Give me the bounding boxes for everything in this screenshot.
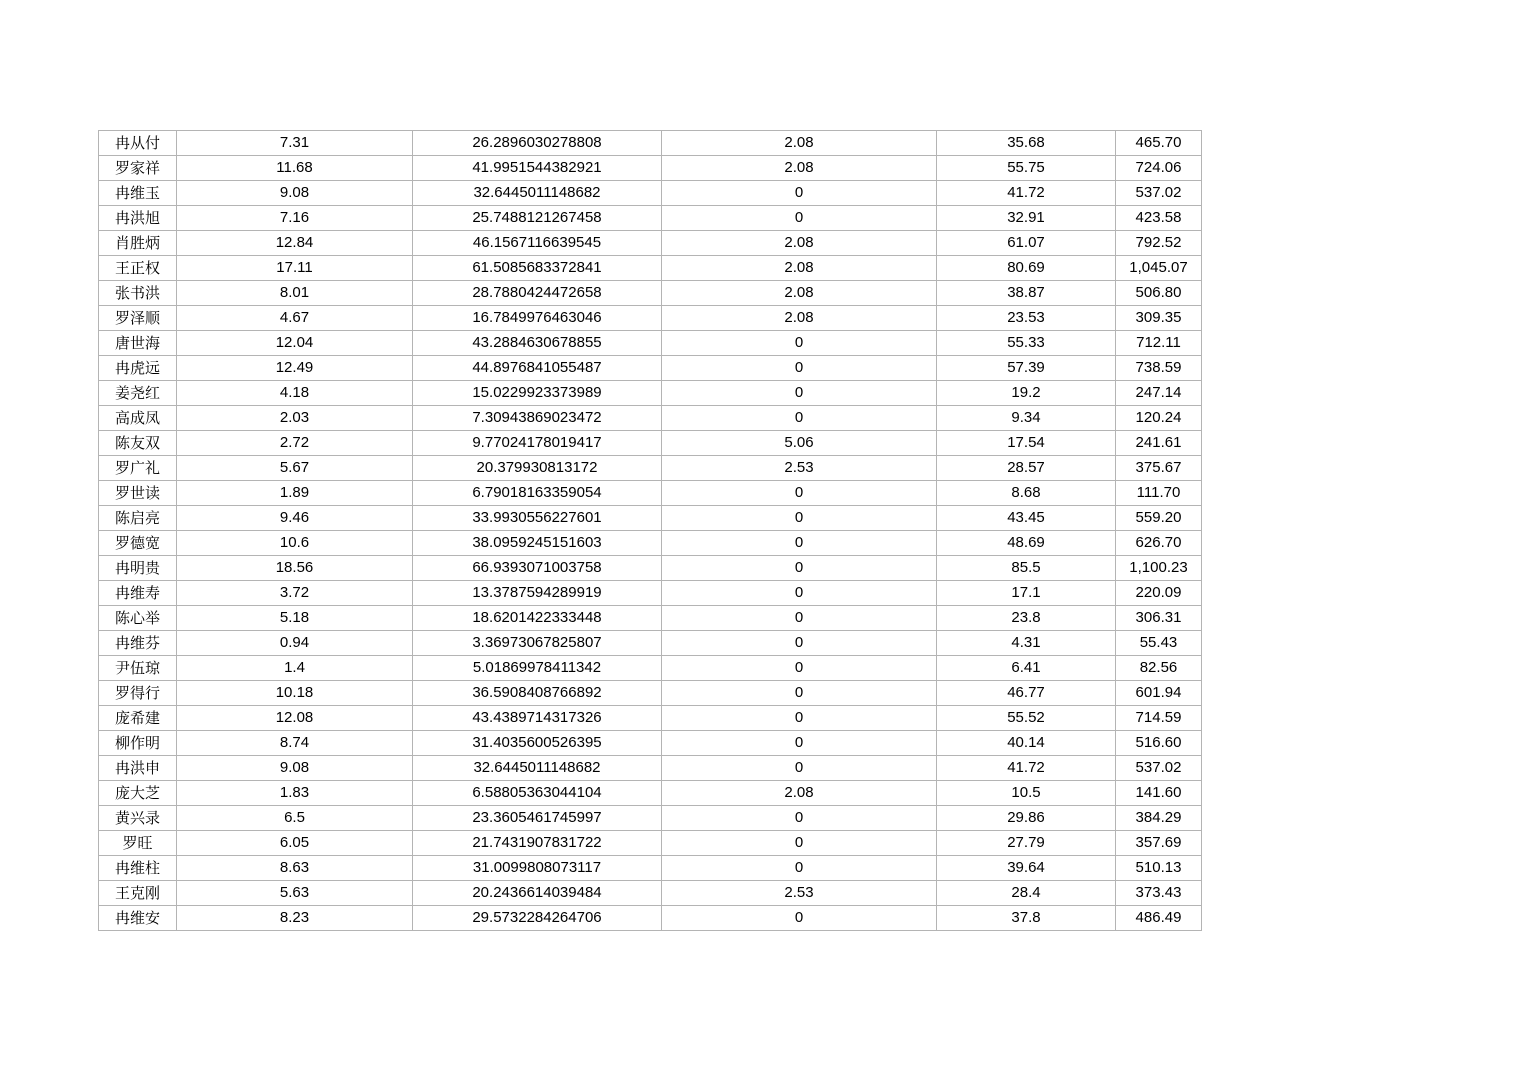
amount-cell: 384.29 (1116, 806, 1202, 831)
amount-cell: 241.61 (1116, 431, 1202, 456)
value-cell-2: 25.7488121267458 (413, 206, 662, 231)
value-cell-3: 0 (662, 331, 937, 356)
table-row (99, 481, 1202, 506)
name-cell: 陈友双 (99, 431, 177, 456)
amount-cell: 55.43 (1116, 631, 1202, 656)
name-cell: 冉从付 (99, 131, 177, 156)
table-row (99, 781, 1202, 806)
table-row (99, 306, 1202, 331)
value-cell-2: 31.0099808073117 (413, 856, 662, 881)
value-cell-2: 66.9393071003758 (413, 556, 662, 581)
amount-cell: 537.02 (1116, 756, 1202, 781)
name-cell: 冉洪旭 (99, 206, 177, 231)
value-cell-3: 0 (662, 706, 937, 731)
table-row (99, 381, 1202, 406)
name-cell: 罗广礼 (99, 456, 177, 481)
amount-cell: 247.14 (1116, 381, 1202, 406)
value-cell-4: 41.72 (937, 756, 1116, 781)
amount-cell: 309.35 (1116, 306, 1202, 331)
value-cell-2: 44.8976841055487 (413, 356, 662, 381)
value-cell-2: 6.79018163359054 (413, 481, 662, 506)
value-cell-2: 41.9951544382921 (413, 156, 662, 181)
amount-cell: 626.70 (1116, 531, 1202, 556)
amount-cell: 111.70 (1116, 481, 1202, 506)
value-cell-3: 0 (662, 756, 937, 781)
value-cell-3: 0 (662, 856, 937, 881)
value-cell-4: 40.14 (937, 731, 1116, 756)
value-cell-4: 85.5 (937, 556, 1116, 581)
name-cell: 肖胜炳 (99, 231, 177, 256)
value-cell-4: 9.34 (937, 406, 1116, 431)
value-cell-4: 57.39 (937, 356, 1116, 381)
name-cell: 冉维寿 (99, 581, 177, 606)
value-cell-4: 28.4 (937, 881, 1116, 906)
amount-cell: 375.67 (1116, 456, 1202, 481)
table-row (99, 181, 1202, 206)
value-cell-3: 0 (662, 406, 937, 431)
name-cell: 冉虎远 (99, 356, 177, 381)
value-cell-2: 43.4389714317326 (413, 706, 662, 731)
name-cell: 张书洪 (99, 281, 177, 306)
value-cell-1: 10.6 (177, 531, 413, 556)
name-cell: 冉维安 (99, 906, 177, 931)
table-row (99, 606, 1202, 631)
value-cell-3: 0 (662, 631, 937, 656)
name-cell: 罗泽顺 (99, 306, 177, 331)
table-row (99, 506, 1202, 531)
value-cell-4: 17.1 (937, 581, 1116, 606)
value-cell-4: 29.86 (937, 806, 1116, 831)
amount-cell: 1,045.07 (1116, 256, 1202, 281)
name-cell: 罗旺 (99, 831, 177, 856)
value-cell-3: 0 (662, 831, 937, 856)
value-cell-3: 0 (662, 356, 937, 381)
amount-cell: 724.06 (1116, 156, 1202, 181)
table-row (99, 131, 1202, 156)
value-cell-2: 46.1567116639545 (413, 231, 662, 256)
value-cell-1: 1.83 (177, 781, 413, 806)
value-cell-4: 23.8 (937, 606, 1116, 631)
name-cell: 庞希建 (99, 706, 177, 731)
value-cell-3: 2.08 (662, 156, 937, 181)
value-cell-2: 43.2884630678855 (413, 331, 662, 356)
amount-cell: 537.02 (1116, 181, 1202, 206)
amount-cell: 792.52 (1116, 231, 1202, 256)
amount-cell: 516.60 (1116, 731, 1202, 756)
value-cell-4: 27.79 (937, 831, 1116, 856)
value-cell-2: 15.0229923373989 (413, 381, 662, 406)
table-row (99, 531, 1202, 556)
table-row (99, 706, 1202, 731)
value-cell-1: 12.49 (177, 356, 413, 381)
table-row (99, 281, 1202, 306)
value-cell-3: 0 (662, 606, 937, 631)
value-cell-1: 18.56 (177, 556, 413, 581)
name-cell: 冉维芬 (99, 631, 177, 656)
value-cell-3: 2.08 (662, 131, 937, 156)
value-cell-1: 9.08 (177, 756, 413, 781)
value-cell-3: 0 (662, 806, 937, 831)
name-cell: 陈启亮 (99, 506, 177, 531)
value-cell-4: 46.77 (937, 681, 1116, 706)
value-cell-1: 8.23 (177, 906, 413, 931)
value-cell-2: 33.9930556227601 (413, 506, 662, 531)
table-row (99, 656, 1202, 681)
value-cell-2: 26.2896030278808 (413, 131, 662, 156)
value-cell-1: 1.89 (177, 481, 413, 506)
value-cell-4: 17.54 (937, 431, 1116, 456)
value-cell-1: 5.67 (177, 456, 413, 481)
value-cell-1: 3.72 (177, 581, 413, 606)
table-row (99, 456, 1202, 481)
value-cell-2: 31.4035600526395 (413, 731, 662, 756)
name-cell: 唐世海 (99, 331, 177, 356)
value-cell-2: 16.7849976463046 (413, 306, 662, 331)
table-row (99, 206, 1202, 231)
value-cell-1: 4.18 (177, 381, 413, 406)
table-row (99, 631, 1202, 656)
value-cell-4: 61.07 (937, 231, 1116, 256)
name-cell: 姜尧红 (99, 381, 177, 406)
value-cell-3: 2.08 (662, 781, 937, 806)
value-cell-2: 20.379930813172 (413, 456, 662, 481)
name-cell: 冉明贵 (99, 556, 177, 581)
value-cell-3: 0 (662, 656, 937, 681)
value-cell-1: 8.63 (177, 856, 413, 881)
table-body (99, 131, 1202, 931)
value-cell-1: 9.46 (177, 506, 413, 531)
value-cell-1: 9.08 (177, 181, 413, 206)
value-cell-1: 1.4 (177, 656, 413, 681)
amount-cell: 601.94 (1116, 681, 1202, 706)
table-row (99, 856, 1202, 881)
value-cell-2: 32.6445011148682 (413, 756, 662, 781)
value-cell-4: 55.75 (937, 156, 1116, 181)
name-cell: 王克刚 (99, 881, 177, 906)
value-cell-1: 6.5 (177, 806, 413, 831)
value-cell-2: 28.7880424472658 (413, 281, 662, 306)
value-cell-1: 12.04 (177, 331, 413, 356)
value-cell-3: 5.06 (662, 431, 937, 456)
data-table (98, 130, 1202, 931)
table-row (99, 881, 1202, 906)
value-cell-1: 8.74 (177, 731, 413, 756)
value-cell-4: 32.91 (937, 206, 1116, 231)
value-cell-4: 39.64 (937, 856, 1116, 881)
value-cell-1: 12.08 (177, 706, 413, 731)
value-cell-2: 36.5908408766892 (413, 681, 662, 706)
value-cell-1: 11.68 (177, 156, 413, 181)
value-cell-4: 6.41 (937, 656, 1116, 681)
name-cell: 庞大芝 (99, 781, 177, 806)
amount-cell: 510.13 (1116, 856, 1202, 881)
value-cell-4: 38.87 (937, 281, 1116, 306)
value-cell-1: 7.31 (177, 131, 413, 156)
name-cell: 高成凤 (99, 406, 177, 431)
table-row (99, 831, 1202, 856)
value-cell-1: 6.05 (177, 831, 413, 856)
value-cell-4: 80.69 (937, 256, 1116, 281)
amount-cell: 220.09 (1116, 581, 1202, 606)
value-cell-3: 0 (662, 481, 937, 506)
name-cell: 陈心举 (99, 606, 177, 631)
name-cell: 冉维柱 (99, 856, 177, 881)
value-cell-1: 8.01 (177, 281, 413, 306)
value-cell-3: 0 (662, 181, 937, 206)
table-row (99, 256, 1202, 281)
table-row (99, 356, 1202, 381)
value-cell-1: 17.11 (177, 256, 413, 281)
table-row (99, 681, 1202, 706)
value-cell-3: 0 (662, 681, 937, 706)
table-row (99, 906, 1202, 931)
value-cell-4: 10.5 (937, 781, 1116, 806)
table-row (99, 331, 1202, 356)
value-cell-2: 7.30943869023472 (413, 406, 662, 431)
name-cell: 尹伍琼 (99, 656, 177, 681)
value-cell-4: 41.72 (937, 181, 1116, 206)
value-cell-4: 35.68 (937, 131, 1116, 156)
value-cell-1: 7.16 (177, 206, 413, 231)
value-cell-3: 0 (662, 206, 937, 231)
value-cell-1: 5.63 (177, 881, 413, 906)
value-cell-3: 0 (662, 731, 937, 756)
value-cell-2: 6.58805363044104 (413, 781, 662, 806)
name-cell: 黄兴录 (99, 806, 177, 831)
table-row (99, 431, 1202, 456)
value-cell-3: 0 (662, 381, 937, 406)
value-cell-3: 2.53 (662, 881, 937, 906)
value-cell-3: 0 (662, 906, 937, 931)
value-cell-2: 3.36973067825807 (413, 631, 662, 656)
value-cell-4: 37.8 (937, 906, 1116, 931)
value-cell-4: 4.31 (937, 631, 1116, 656)
name-cell: 罗家祥 (99, 156, 177, 181)
table-row (99, 156, 1202, 181)
value-cell-4: 43.45 (937, 506, 1116, 531)
value-cell-1: 0.94 (177, 631, 413, 656)
name-cell: 冉维玉 (99, 181, 177, 206)
amount-cell: 714.59 (1116, 706, 1202, 731)
table-row (99, 806, 1202, 831)
value-cell-3: 2.53 (662, 456, 937, 481)
name-cell: 罗得行 (99, 681, 177, 706)
amount-cell: 357.69 (1116, 831, 1202, 856)
value-cell-2: 23.3605461745997 (413, 806, 662, 831)
value-cell-1: 2.03 (177, 406, 413, 431)
value-cell-4: 28.57 (937, 456, 1116, 481)
value-cell-3: 2.08 (662, 306, 937, 331)
value-cell-3: 0 (662, 581, 937, 606)
value-cell-2: 9.77024178019417 (413, 431, 662, 456)
value-cell-4: 48.69 (937, 531, 1116, 556)
value-cell-2: 29.5732284264706 (413, 906, 662, 931)
amount-cell: 82.56 (1116, 656, 1202, 681)
value-cell-3: 2.08 (662, 231, 937, 256)
value-cell-3: 0 (662, 556, 937, 581)
amount-cell: 306.31 (1116, 606, 1202, 631)
amount-cell: 506.80 (1116, 281, 1202, 306)
value-cell-1: 10.18 (177, 681, 413, 706)
value-cell-4: 55.52 (937, 706, 1116, 731)
value-cell-2: 61.5085683372841 (413, 256, 662, 281)
value-cell-2: 32.6445011148682 (413, 181, 662, 206)
table-row (99, 556, 1202, 581)
name-cell: 柳作明 (99, 731, 177, 756)
name-cell: 罗德宽 (99, 531, 177, 556)
table-row (99, 581, 1202, 606)
value-cell-1: 2.72 (177, 431, 413, 456)
amount-cell: 712.11 (1116, 331, 1202, 356)
amount-cell: 559.20 (1116, 506, 1202, 531)
name-cell: 冉洪申 (99, 756, 177, 781)
amount-cell: 486.49 (1116, 906, 1202, 931)
table-row (99, 406, 1202, 431)
value-cell-2: 38.0959245151603 (413, 531, 662, 556)
value-cell-4: 19.2 (937, 381, 1116, 406)
value-cell-2: 18.6201422333448 (413, 606, 662, 631)
table-row (99, 756, 1202, 781)
value-cell-1: 5.18 (177, 606, 413, 631)
amount-cell: 120.24 (1116, 406, 1202, 431)
amount-cell: 141.60 (1116, 781, 1202, 806)
name-cell: 罗世读 (99, 481, 177, 506)
value-cell-1: 4.67 (177, 306, 413, 331)
amount-cell: 1,100.23 (1116, 556, 1202, 581)
amount-cell: 738.59 (1116, 356, 1202, 381)
value-cell-2: 5.01869978411342 (413, 656, 662, 681)
table-row (99, 731, 1202, 756)
value-cell-4: 55.33 (937, 331, 1116, 356)
value-cell-4: 23.53 (937, 306, 1116, 331)
amount-cell: 423.58 (1116, 206, 1202, 231)
value-cell-2: 21.7431907831722 (413, 831, 662, 856)
amount-cell: 373.43 (1116, 881, 1202, 906)
name-cell: 王正权 (99, 256, 177, 281)
value-cell-3: 0 (662, 531, 937, 556)
table-row (99, 231, 1202, 256)
value-cell-3: 0 (662, 506, 937, 531)
value-cell-3: 2.08 (662, 281, 937, 306)
value-cell-4: 8.68 (937, 481, 1116, 506)
amount-cell: 465.70 (1116, 131, 1202, 156)
value-cell-3: 2.08 (662, 256, 937, 281)
value-cell-1: 12.84 (177, 231, 413, 256)
value-cell-2: 20.2436614039484 (413, 881, 662, 906)
value-cell-2: 13.3787594289919 (413, 581, 662, 606)
